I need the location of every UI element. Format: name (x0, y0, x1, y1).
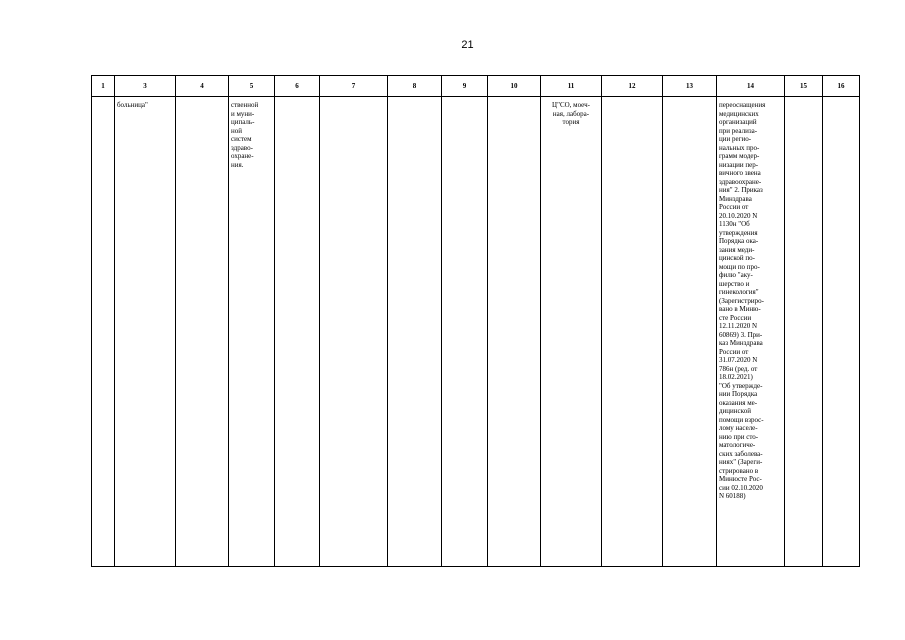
column-header-14: 14 (717, 76, 785, 97)
cell-col-12 (602, 97, 663, 567)
cell-text: переоснащения медицинских организаций при реализа- ции регио- нальных про- грамм модер- низации пер- вичного звена здравоохране- ния" 2. Приказ Минздрава России от 20.10.2020 N 1130н "Об утверждения Порядка ока- зания меди- цинской по- мощи по про- филю "аку- шерство и гинекология" (Зарегистриро- вано в Миню- сте России 12.11.2020 N 60869) 3. При- каз Минздрава России от 31.07.2020 N 786н (ред. от 18.02.2021) "Об утвержде- нии Порядка оказания ме- дицинской помощи взрос- лому населе- нию при сто- матологиче- ских заболева- ниях" (Зареги- стрировано в Минюсте Рос- сии 02.10.2020 N 60188) (719, 101, 766, 500)
cell-col-7 (320, 97, 388, 567)
column-header-4: 4 (176, 76, 229, 97)
cell-col-8 (388, 97, 442, 567)
document-table (91, 75, 860, 567)
column-header-7: 7 (320, 76, 388, 97)
column-header-16: 16 (823, 76, 860, 97)
cell-col-14 (717, 97, 785, 567)
cell-text: Ц"СО, моеч- ная, лабора- тория (552, 101, 590, 126)
column-header-13: 13 (663, 76, 717, 97)
column-header-12: 12 (602, 76, 663, 97)
column-header-1: 1 (92, 76, 115, 97)
column-header-15: 15 (785, 76, 823, 97)
cell-text: больница" (117, 101, 148, 109)
cell-col-3 (115, 97, 176, 567)
cell-col-15 (785, 97, 823, 567)
column-header-9: 9 (442, 76, 488, 97)
cell-col-5 (229, 97, 275, 567)
cell-col-10 (488, 97, 541, 567)
cell-col-1 (92, 97, 115, 567)
cell-col-13 (663, 97, 717, 567)
page-number: 21 (461, 39, 474, 51)
column-header-10: 10 (488, 76, 541, 97)
column-header-3: 3 (115, 76, 176, 97)
cell-col-9 (442, 97, 488, 567)
column-header-5: 5 (229, 76, 275, 97)
column-header-11: 11 (541, 76, 602, 97)
table-header-row (92, 76, 860, 97)
column-header-8: 8 (388, 76, 442, 97)
cell-col-6 (275, 97, 320, 567)
column-header-6: 6 (275, 76, 320, 97)
cell-col-11 (541, 97, 602, 567)
cell-text: ственной и муни- ципаль- ной систем здраво- охране- ния. (231, 101, 259, 169)
table-row (92, 97, 860, 567)
cell-col-16 (823, 97, 860, 567)
cell-col-4 (176, 97, 229, 567)
